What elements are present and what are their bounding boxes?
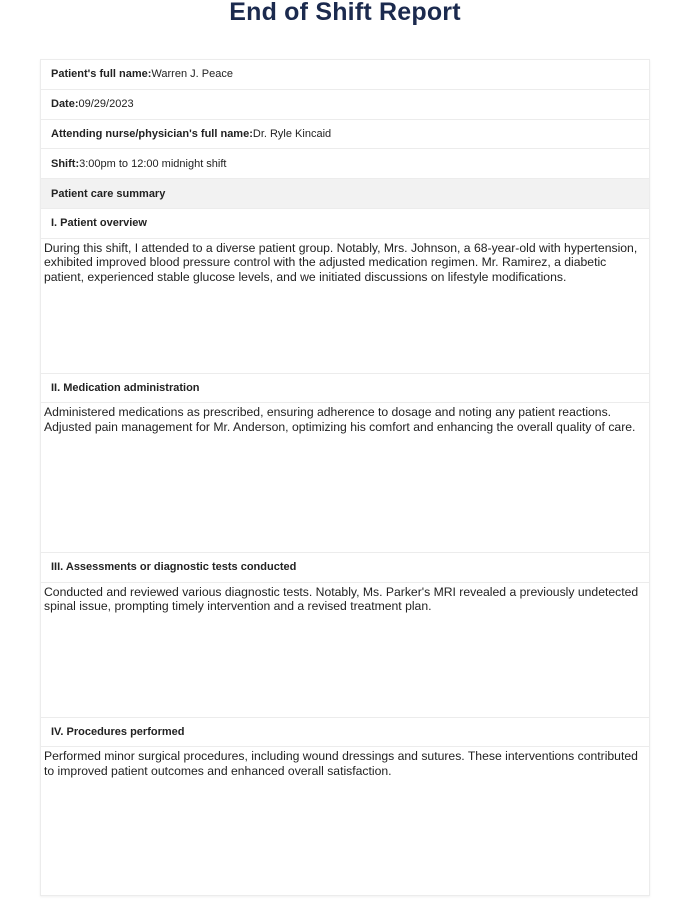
date-row — [41, 90, 649, 120]
patient-name-row — [41, 60, 649, 90]
date-label: Date: — [51, 98, 79, 111]
shift-value: 3:00pm to 12:00 midnight shift — [79, 157, 227, 170]
section-heading-procedures: IV. Procedures performed — [41, 718, 649, 748]
section-body-patient-overview: During this shift, I attended to a diverse patient group. Notably, Mrs. Johnson, a 68-year-old with hypertension, exhibited improved blood pressure control with the adjusted medication regimen. Mr. Ramirez, a diabetic patient, experienced stable glucose levels, and we initiated discussions on lifestyle modifications. — [41, 239, 649, 374]
report-table — [40, 59, 650, 896]
attending-value: Dr. Ryle Kincaid — [252, 127, 332, 140]
section-heading-patient-overview: I. Patient overview — [41, 209, 649, 239]
section-body-assessments: Conducted and reviewed various diagnostic tests. Notably, Ms. Parker's MRI revealed a previously undetected spinal issue, prompting timely intervention and a revised treatment plan. — [41, 583, 649, 718]
page-title: End of Shift Report — [229, 0, 461, 26]
section-body-medication: Administered medications as prescribed, ensuring adherence to dosage and noting any patient reactions. Adjusted pain management for Mr. Anderson, optimizing his comfort and enhancing the overall quality of care. — [41, 403, 649, 553]
attending-label: Attending nurse/physician's full name: — [51, 127, 253, 140]
section-heading-medication: II. Medication administration — [41, 374, 649, 404]
attending-row — [41, 120, 649, 150]
patient-name-value: Warren J. Peace — [151, 68, 233, 81]
date-value: 09/29/2023 — [78, 98, 134, 111]
section-heading-assessments: III. Assessments or diagnostic tests conducted — [41, 553, 649, 583]
summary-heading: Patient care summary — [41, 179, 649, 209]
shift-row — [41, 149, 649, 179]
section-body-procedures: Performed minor surgical procedures, including wound dressings and sutures. These interventions contributed to improved patient outcomes and enhanced overall satisfaction. — [44, 749, 638, 778]
shift-label: Shift: — [51, 157, 80, 170]
patient-name-label: Patient's full name: — [51, 68, 152, 81]
